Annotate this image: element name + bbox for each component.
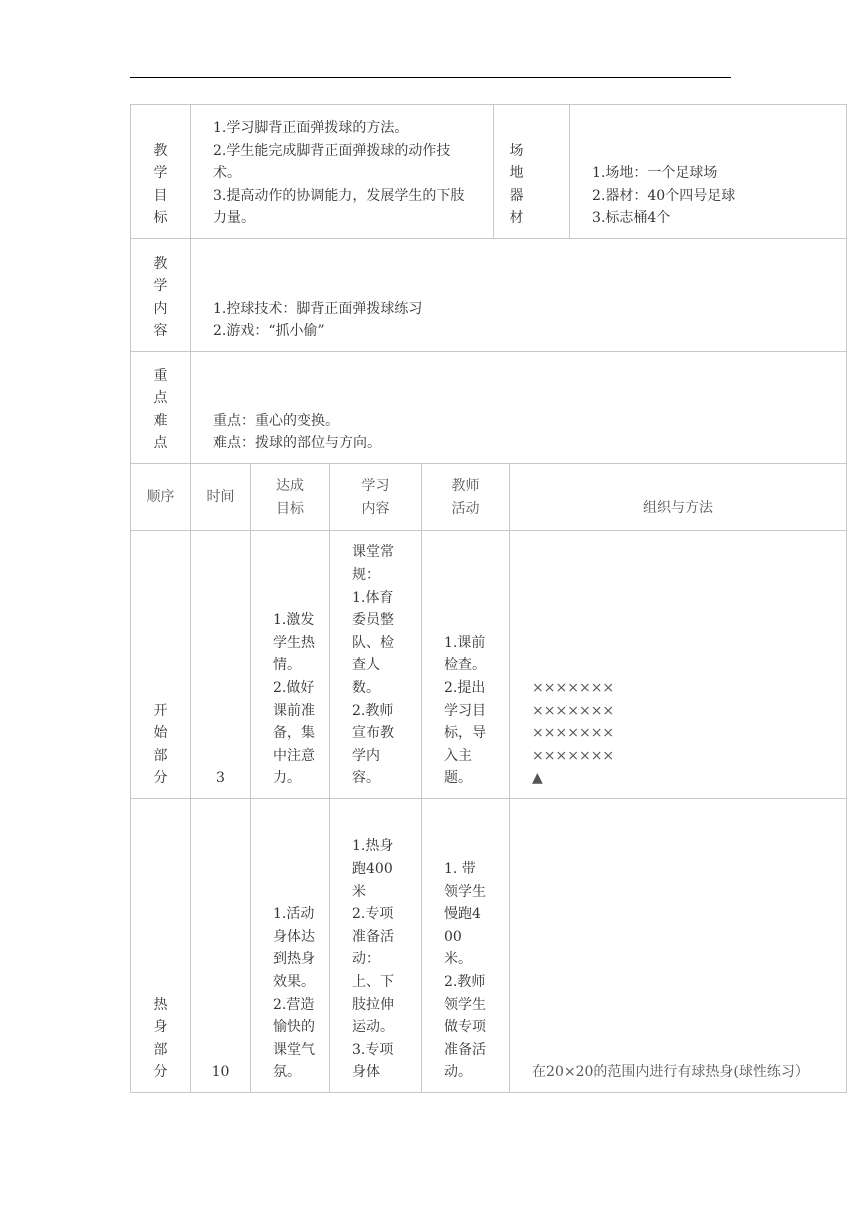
header-goal: 达成目标 [251, 464, 330, 531]
equipment-label: 场地器材 [509, 142, 524, 227]
top-rule [130, 77, 731, 78]
phase-goal: 1.活动身体达到热身效果。 2.营造愉快的课堂气氛。 [273, 906, 315, 1081]
phase-org-cell [510, 531, 847, 799]
content-cell [191, 239, 847, 352]
key-points-label: 重点难点 [153, 367, 168, 452]
content-label-cell [131, 239, 191, 352]
phase-org: ××××××× ××××××× ××××××× ××××××× ▲ [532, 680, 615, 787]
header-teacher: 教师活动 [422, 464, 510, 531]
phase-teacher: 1. 带领学生慢跑400米。 2.教师领学生做专项准备活动。 [444, 861, 486, 1081]
phase-goal-cell [251, 799, 330, 1093]
equipment-text: 1.场地：一个足球场 2.器材：40个四号足球 3.标志桶4个 [592, 165, 736, 227]
key-points-label-cell [131, 352, 191, 464]
objectives-label-cell [131, 105, 191, 239]
content-row [131, 239, 847, 352]
phase-org-cell [510, 799, 847, 1093]
phase-study: 1.热身跑400米 2.专项准备活动：上、下肢拉伸运动。 3.专项身体 [352, 838, 394, 1081]
phase-goal: 1.激发学生热情。 2.做好课前准备，集中注意力。 [273, 612, 315, 787]
content-text: 1.控球技术：脚背正面弹拨球练习 2.游戏：“抓小偷” [213, 300, 423, 340]
phase-row [131, 799, 847, 1093]
header-time: 时间 [191, 464, 251, 531]
header-order: 顺序 [131, 464, 191, 531]
header-org: 组织与方法 [510, 464, 847, 531]
content-label: 教学内容 [153, 255, 168, 340]
equipment-label-cell [494, 105, 570, 239]
phase-teacher-cell [422, 531, 510, 799]
phase-org: 在20×20的范围内进行有球热身(球性练习） [532, 1064, 809, 1081]
phase-goal-cell [251, 531, 330, 799]
objectives-label: 教学目标 [153, 142, 168, 227]
phase-part: 开始部分 [153, 702, 168, 787]
key-points-text: 重点：重心的变换。 难点：拨球的部位与方向。 [213, 412, 381, 452]
key-points-cell [191, 352, 847, 464]
phase-study-cell [330, 799, 422, 1093]
phase-time: 3 [191, 531, 251, 799]
phase-part-cell [131, 799, 191, 1093]
phase-teacher: 1.课前检查。 2.提出学习目标，导入主题。 [444, 634, 486, 787]
phase-time: 10 [191, 799, 251, 1093]
key-points-row [131, 352, 847, 464]
phase-part: 热身部分 [153, 996, 168, 1081]
header-study: 学习内容 [330, 464, 422, 531]
lesson-plan-table [130, 104, 847, 1093]
equipment-cell [570, 105, 847, 239]
objectives-row [131, 105, 847, 239]
phase-study: 课堂常规： 1.体育委员整队、检查人数。 2.教师宣布教学内容。 [352, 544, 394, 787]
objectives-cell [191, 105, 494, 239]
column-header-row [131, 464, 847, 531]
phase-study-cell [330, 531, 422, 799]
phase-teacher-cell [422, 799, 510, 1093]
phase-row [131, 531, 847, 799]
objectives-text: 1.学习脚背正面弹拨球的方法。 2.学生能完成脚背正面弹拨球的动作技术。 3.提高动作的协调能力，发展学生的下肢力量。 [213, 120, 465, 227]
phase-part-cell [131, 531, 191, 799]
